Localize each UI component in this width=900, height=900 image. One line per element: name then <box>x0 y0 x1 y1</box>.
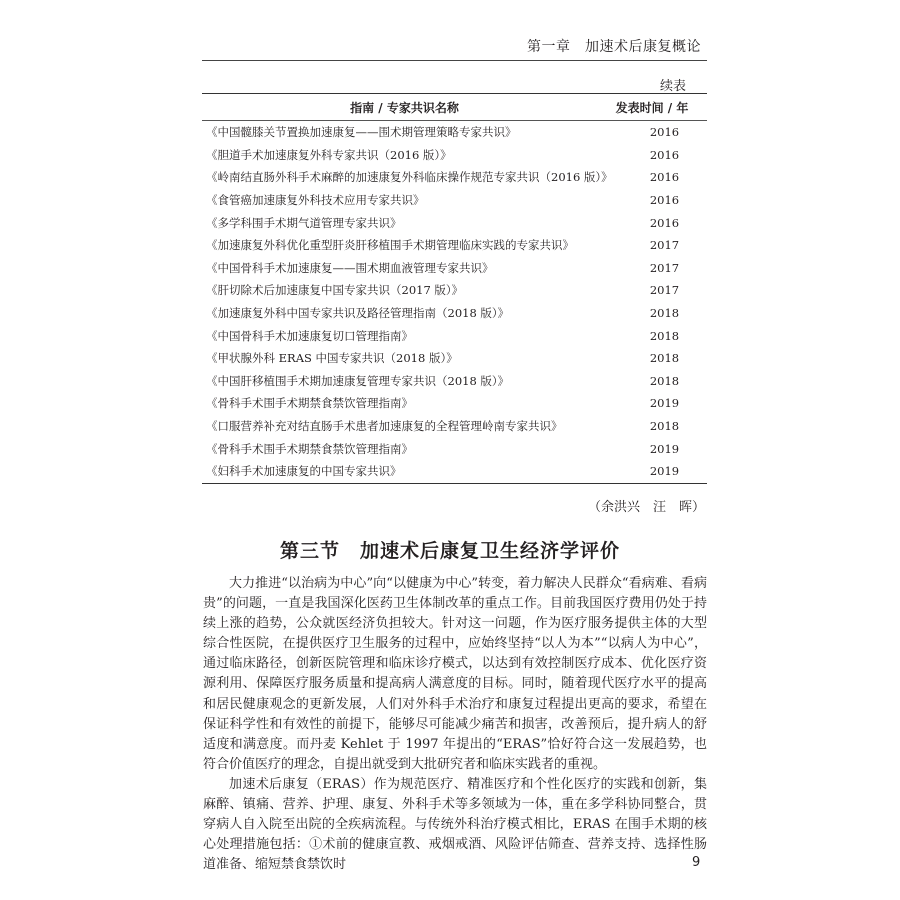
table-row <box>202 370 707 393</box>
table-continued-label: 续表 <box>660 79 687 94</box>
guideline-name-cell: 《中国骨科手术加速康复切口管理指南》 <box>206 328 413 343</box>
table-header-row <box>202 94 707 121</box>
guideline-name-cell: 《加速康复外科中国专家共识及路径管理指南（2018 版）》 <box>206 306 510 321</box>
guideline-name-cell: 《骨科手术围手术期禁食禁饮管理指南》 <box>206 396 413 411</box>
chapter-title: 第一章 加速术后康复概论 <box>527 39 701 55</box>
publication-year-cell: 2016 <box>649 125 680 140</box>
publication-year-cell: 2019 <box>649 396 680 411</box>
publication-year-cell: 2016 <box>649 193 680 208</box>
table-row <box>202 324 707 347</box>
table-row <box>202 302 707 325</box>
paragraph: 大力推进“以治病为中心”向“以健康为中心”转变，着力解决人民群众“看病难、看病贵”的问题，一直是我国深化医药卫生体制改革的重点工作。目前我国医疗费用仍处于持续上涨的趋势，公众就医经济负担较大。针对这一问题，作为医疗服务提供主体的大型综合性医院，在提供医疗卫生服务的过程中，应始终坚持“以人为本”“以病人为中心”，通过临床路径，创新医院管理和临床诊疗模式，以达到有效控制医疗成本、优化医疗资源利用、保障医疗服务质量和提高病人满意度的目标。同时，随着现代医疗水平的提高和居民健康观念的更新发展，人们对外科手术治疗和康复过程提出更高的要求，希望在保证科学性和有效性的前提下，能够尽可能减少痛苦和损害，改善预后，提升病人的舒适度和满意度。而丹麦 Kehlet 于 1997 年提出的“ERAS”恰好符合这一发展趋势，也符合价值医疗的理念，自提出就受到大批研究者和临床实践者的重视。 <box>203 576 707 772</box>
page-number: 9 <box>692 855 701 870</box>
publication-year-cell: 2018 <box>649 419 680 434</box>
table-row <box>202 257 707 280</box>
table-row <box>202 460 707 483</box>
guideline-name-cell: 《中国髋膝关节置换加速康复——围术期管理策略专家共识》 <box>206 125 517 140</box>
guideline-name-cell: 《胆道手术加速康复外科专家共识（2016 版）》 <box>206 147 452 162</box>
publication-year-cell: 2016 <box>649 147 680 162</box>
guideline-name-cell: 《中国骨科手术加速康复——围术期血液管理专家共识》 <box>206 260 494 275</box>
publication-year-cell: 2018 <box>649 306 680 321</box>
guideline-name-cell: 《肝切除术后加速康复中国专家共识（2017 版）》 <box>206 283 464 298</box>
table-body <box>202 121 707 483</box>
publication-year-cell: 2016 <box>649 215 680 230</box>
guideline-name-cell: 《岭南结直肠外科手术麻醉的加速康复外科临床操作规范专家共识（2016 版）》 <box>206 170 613 185</box>
table-row <box>202 437 707 460</box>
table-row <box>202 279 707 302</box>
paragraph: 加速术后康复（ERAS）作为规范医疗、精准医疗和个性化医疗的实践和创新，集麻醉、镇痛、营养、护理、康复、外科手术等多领域为一体，重在多学科协同整合，贯穿病人自入院至出院的全疾病流程。与传统外科治疗模式相比，ERAS 在围手术期的核心处理措施包括：①术前的健康宣教、戒烟戒酒、风险评估筛查、营养支持、选择性肠道准备、缩短禁食禁饮时 <box>203 776 707 873</box>
publication-year-cell: 2019 <box>649 464 680 479</box>
guideline-name-cell: 《骨科手术围手术期禁食禁饮管理指南》 <box>206 441 413 456</box>
body-text <box>203 574 707 875</box>
table-row <box>202 121 707 144</box>
publication-year-cell: 2017 <box>649 283 680 298</box>
section-authors: （余洪兴 汪 晖） <box>587 500 705 515</box>
section-title: 第三节 加速术后康复卫生经济学评价 <box>279 540 620 562</box>
table-row <box>202 211 707 234</box>
table-row <box>202 392 707 415</box>
publication-year-cell: 2016 <box>649 170 680 185</box>
table-row <box>202 189 707 212</box>
guideline-name-cell: 《甲状腺外科 ERAS 中国专家共识（2018 版）》 <box>206 351 458 366</box>
guidelines-table <box>202 93 707 484</box>
column-header-year: 发表时间 / 年 <box>615 100 689 115</box>
publication-year-cell: 2018 <box>649 328 680 343</box>
guideline-name-cell: 《中国肝移植围手术期加速康复管理专家共识（2018 版）》 <box>206 373 510 388</box>
column-header-name: 指南 / 专家共识名称 <box>350 100 459 115</box>
table-row <box>202 166 707 189</box>
guideline-name-cell: 《食管癌加速康复外科技术应用专家共识》 <box>206 193 425 208</box>
guideline-name-cell: 《口服营养补充对结直肠手术患者加速康复的全程管理岭南专家共识》 <box>206 419 563 434</box>
running-header <box>202 34 707 61</box>
guideline-name-cell: 《加速康复外科优化重型肝炎肝移植围手术期管理临床实践的专家共识》 <box>206 238 574 253</box>
publication-year-cell: 2017 <box>649 238 680 253</box>
guideline-name-cell: 《多学科围手术期气道管理专家共识》 <box>206 215 402 230</box>
table-row <box>202 347 707 370</box>
guideline-name-cell: 《妇科手术加速康复的中国专家共识》 <box>206 464 402 479</box>
table-row <box>202 234 707 257</box>
publication-year-cell: 2017 <box>649 260 680 275</box>
publication-year-cell: 2018 <box>649 373 680 388</box>
publication-year-cell: 2019 <box>649 441 680 456</box>
table-row <box>202 415 707 438</box>
publication-year-cell: 2018 <box>649 351 680 366</box>
table-row <box>202 144 707 167</box>
